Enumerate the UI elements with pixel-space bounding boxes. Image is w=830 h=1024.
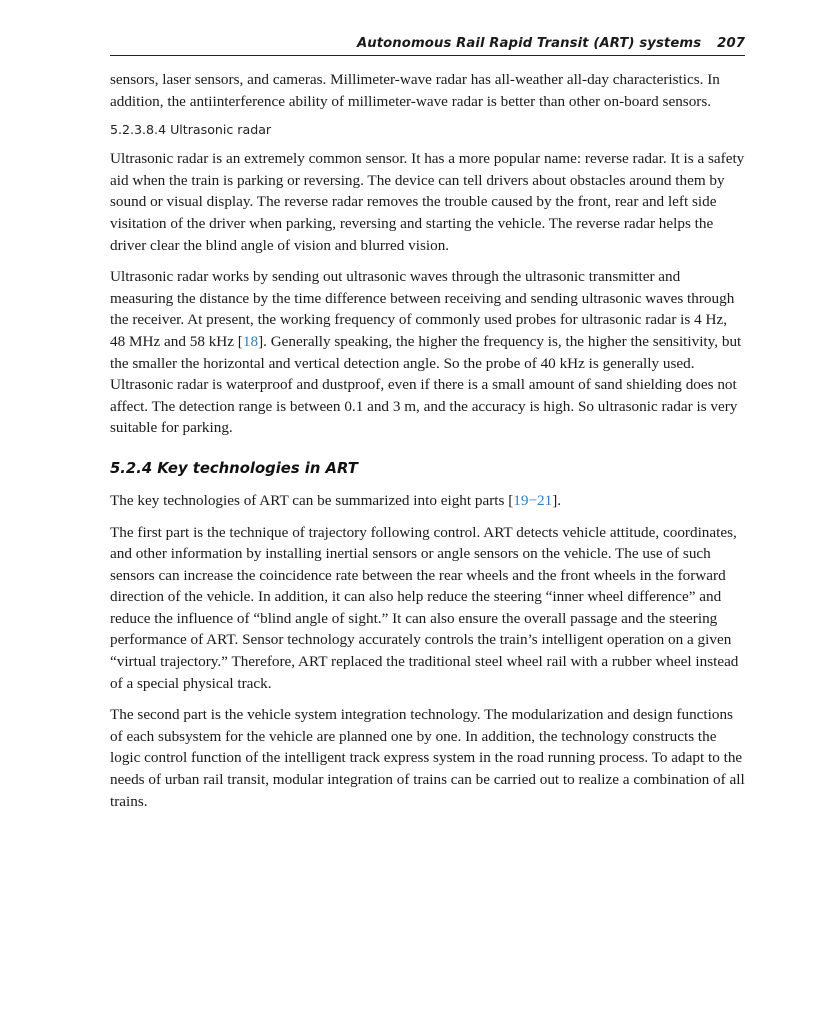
paragraph-key-tech-intro: [110, 490, 745, 512]
paragraph-text: ]. Generally speaking, the higher the frequency is, the higher the sensitivity, but the smaller the horizontal and vertical detection angle. So the probe of 40 kHz is generally used. Ultrasonic radar is waterproof and dustproof, even if there is a small amount of sand shielding does not affect. The detection range is between 0.1 and 3 m, and the accuracy is high. So ultrasonic radar is very suitable for parking.: [110, 332, 742, 437]
subsection-heading: 5.2.3.8.4 Ultrasonic radar: [110, 122, 272, 138]
book-page: [110, 36, 745, 812]
paragraph-text: The key technologies of ART can be summarized into eight parts [: [110, 491, 514, 509]
running-title: Autonomous Rail Rapid Transit (ART) systems: [356, 36, 702, 51]
paragraph-text: Ultrasonic radar works by sending out ultrasonic waves through the ultrasonic transmitter and measuring the distance by the time difference between receiving and sending ultrasonic waves through the receiver. At present, the working frequency of commonly used probes for ultrasonic radar is 4 Hz, 48 MHz and 58 kHz [: [110, 268, 735, 350]
paragraph-first-part: The first part is the technique of trajectory following control. ART detects vehicle attitude, coordinates, and other information by installing inertial sensors or angle sensors on the vehicle. The use of such sensors can increase the coincidence rate between the rear wheels and the front wheels in the forward direction of the vehicle. In addition, it can also help reduce the steering “inner wheel difference” and reduce the influence of “blind angle of sight.” It can also ensure the overall passage and the steering performance of ART. Sensor technology accurately controls the train’s intelligent operation on a given “virtual trajectory.” Therefore, ART replaced the traditional steel wheel rail with a rubber wheel instead of a special physical track.: [110, 523, 739, 692]
paragraph-ultrasonic-intro: Ultrasonic radar is an extremely common sensor. It has a more popular name: reverse radar. It is a safety aid when the train is parking or reversing. The device can tell drivers about obstacles around them by sound or visual display. The reverse radar removes the trouble caused by the front, rear and left side visitation of the driver when parking, reversing and starting the vehicle. The reverse radar helps the driver clear the blind angle of vision and blurred vision.: [110, 150, 745, 254]
citation-link[interactable]: 19−21: [513, 491, 553, 509]
paragraph-continued: sensors, laser sensors, and cameras. Millimeter-wave radar has all-weather all-day characteristics. In addition, the antiinterference ability of millimeter-wave radar is better than other on-board sensors.: [110, 71, 720, 110]
running-header: [110, 36, 745, 56]
section-heading: 5.2.4 Key technologies in ART: [110, 459, 358, 477]
citation-link[interactable]: 18: [242, 332, 259, 350]
page-number: 207: [717, 36, 745, 51]
paragraph-ultrasonic-working: [110, 266, 745, 439]
paragraph-text: ].: [552, 491, 562, 509]
paragraph-second-part: The second part is the vehicle system integration technology. The modularization and design functions of each subsystem for the vehicle are planned one by one. In addition, the technology constructs the logic control function of the intelligent track express system in the road running process. To adapt to the needs of urban rail transit, modular integration of trains can be carried out to realize a combination of all trains.: [110, 706, 745, 810]
